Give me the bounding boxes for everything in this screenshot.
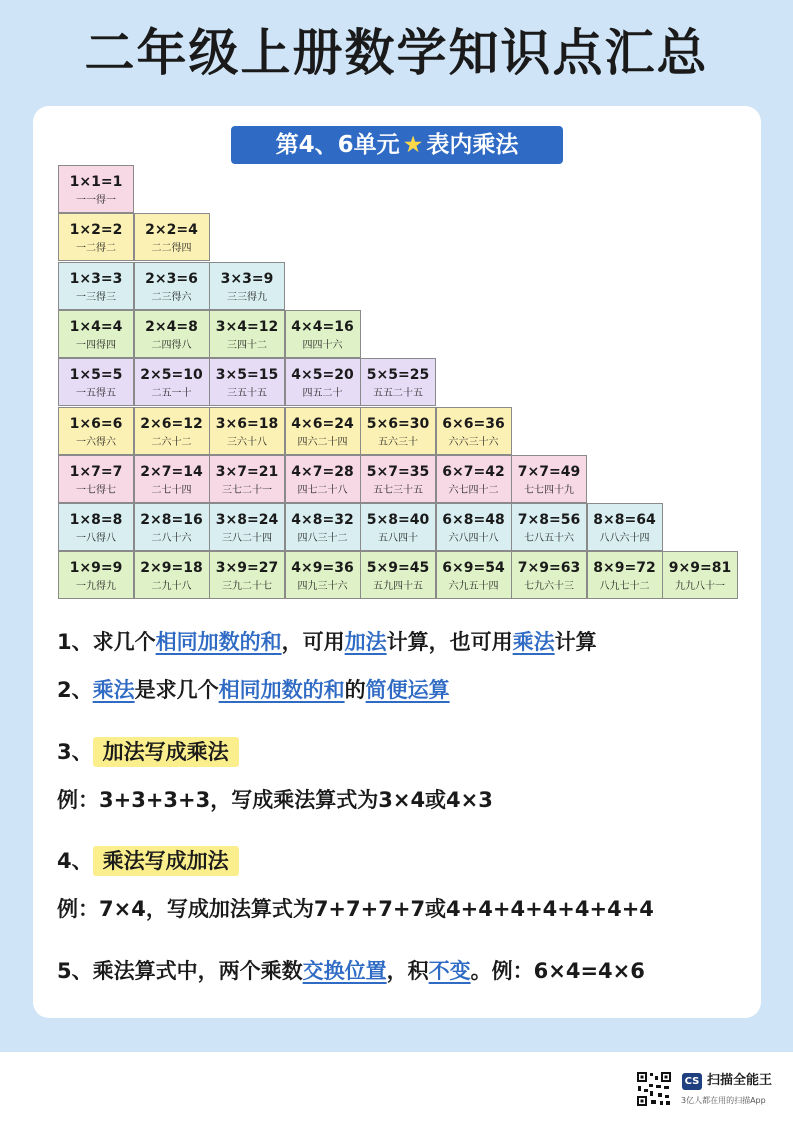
table-cell: [134, 551, 210, 599]
table-cell: [587, 503, 663, 551]
cell-rhyme: 四四十六: [302, 339, 343, 351]
table-cell: [58, 310, 134, 358]
cell-equation: 3×8=24: [215, 512, 279, 529]
cell-rhyme: 三三得九: [227, 291, 267, 303]
point-5: 5、乘法算式中，两个乘数交换位置，积不变。例：6×4=4×6: [57, 959, 645, 983]
table-cell: [209, 310, 285, 358]
cell-rhyme: 二六十二: [151, 436, 192, 448]
cell-rhyme: 二八十六: [151, 533, 192, 545]
cell-equation: 1×2=2: [69, 222, 123, 239]
cell-equation: 5×8=40: [366, 512, 430, 529]
keyword-addition: 加法: [344, 630, 387, 654]
table-cell: [58, 213, 134, 261]
cell-equation: 1×4=4: [69, 318, 123, 335]
table-cell: [134, 358, 210, 406]
cell-equation: 8×8=64: [593, 512, 656, 529]
table-cell: [209, 407, 285, 455]
cell-rhyme: 一五得五: [76, 388, 116, 400]
cell-equation: 2×8=16: [140, 512, 203, 529]
cell-rhyme: 二二得四: [151, 243, 192, 255]
table-cell: [134, 262, 210, 310]
keyword-multiplication: 乘法: [92, 678, 135, 702]
table-cell: [209, 551, 285, 599]
cell-equation: 1×6=6: [69, 415, 123, 432]
cell-rhyme: 四六二十四: [297, 436, 348, 448]
cell-equation: 2×5=10: [140, 367, 203, 384]
cell-equation: 1×1=1: [69, 174, 123, 190]
cell-rhyme: 三八二十四: [222, 533, 272, 545]
table-cell: [134, 407, 210, 455]
table-cell: [662, 551, 738, 599]
cell-equation: 2×9=18: [140, 560, 203, 577]
cell-equation: 7×8=56: [517, 512, 581, 529]
cell-equation: 3×7=21: [215, 463, 279, 480]
point-3-example: 例：3+3+3+3，写成乘法算式为3×4或4×3: [57, 788, 493, 812]
table-cell: [436, 455, 512, 503]
table-cell: [285, 358, 361, 406]
cell-rhyme: 四五二十: [302, 388, 343, 400]
table-cell: [360, 455, 436, 503]
table-cell: [285, 455, 361, 503]
section-title-right: 表内乘法: [426, 132, 519, 158]
cell-equation: 2×4=8: [145, 318, 198, 335]
cell-rhyme: 一七得七: [76, 484, 116, 496]
table-cell: [58, 358, 134, 406]
table-cell: [285, 551, 361, 599]
cell-rhyme: 七九六十三: [524, 581, 574, 593]
cell-equation: 5×5=25: [366, 367, 430, 384]
cell-rhyme: 一六得六: [76, 436, 116, 448]
table-cell: [360, 358, 436, 406]
cell-rhyme: 三五十五: [227, 388, 267, 400]
cell-equation: 7×9=63: [517, 560, 581, 577]
table-cell: [209, 455, 285, 503]
cell-rhyme: 一二得二: [76, 243, 116, 255]
table-cell: [209, 358, 285, 406]
cell-equation: 5×7=35: [366, 463, 430, 480]
cell-rhyme: 一八得八: [76, 533, 116, 545]
section-title: [231, 126, 563, 164]
table-cell: [360, 407, 436, 455]
cell-rhyme: 二四得八: [151, 339, 192, 351]
cell-equation: 3×4=12: [215, 318, 279, 335]
table-cell: [587, 551, 663, 599]
keyword-multiplication: 乘法: [512, 630, 555, 654]
table-cell: [58, 407, 134, 455]
cell-rhyme: 一四得四: [76, 339, 116, 351]
table-cell: [436, 551, 512, 599]
cell-equation: 4×8=32: [291, 512, 354, 529]
cell-equation: 4×4=16: [291, 318, 354, 335]
point-4: 4、 乘法写成加法: [57, 846, 239, 876]
cell-rhyme: 六八四十八: [448, 533, 499, 545]
keyword-unchanged: 不变: [428, 959, 471, 983]
cell-rhyme: 七七四十九: [524, 484, 574, 496]
cell-equation: 6×6=36: [442, 415, 505, 432]
brand-tagline: 3亿人都在用的扫描App: [681, 1096, 766, 1105]
cell-equation: 8×9=72: [593, 560, 656, 577]
highlight-add-to-multiply: 加法写成乘法: [93, 737, 239, 767]
cell-equation: 4×5=20: [291, 367, 354, 384]
cell-rhyme: 一三得三: [76, 291, 116, 303]
cell-equation: 3×5=15: [215, 367, 279, 384]
cell-equation: 6×9=54: [442, 560, 505, 577]
brand-name: 扫描全能王: [707, 1073, 773, 1088]
cell-rhyme: 六七四十二: [448, 484, 499, 496]
table-cell: [134, 455, 210, 503]
cell-rhyme: 三七二十一: [222, 484, 272, 496]
camscanner-logo-icon: CS: [682, 1073, 702, 1090]
table-cell: [58, 503, 134, 551]
cell-rhyme: 一一得一: [76, 195, 116, 206]
cell-equation: 7×7=49: [517, 463, 581, 480]
table-cell: [209, 503, 285, 551]
cell-rhyme: 四八三十二: [297, 533, 348, 545]
section-title-left: 第4、6单元: [275, 132, 400, 158]
table-cell: [436, 503, 512, 551]
highlight-multiply-to-add: 乘法写成加法: [93, 846, 239, 876]
point-4-example: 例：7×4，写成加法算式为7+7+7+7或4+4+4+4+4+4+4: [57, 897, 654, 921]
cell-equation: 5×9=45: [366, 560, 430, 577]
page-title: 二年级上册数学知识点汇总: [84, 24, 709, 82]
point-2: 2、乘法是求几个相同加数的和的简便运算: [57, 678, 450, 702]
keyword-swap-position: 交换位置: [302, 959, 387, 983]
cell-equation: 5×6=30: [366, 415, 430, 432]
cell-rhyme: 二三得六: [151, 291, 192, 303]
cell-rhyme: 二五一十: [151, 388, 192, 400]
cell-rhyme: 一九得九: [76, 581, 116, 593]
table-cell: [58, 165, 134, 213]
cell-equation: 2×2=4: [145, 222, 198, 239]
table-cell: [209, 262, 285, 310]
cell-rhyme: 三六十八: [227, 436, 267, 448]
cell-rhyme: 六九五十四: [448, 581, 499, 593]
cell-rhyme: 五六三十: [378, 436, 418, 448]
cell-equation: 2×6=12: [140, 415, 203, 432]
cell-rhyme: 二九十八: [151, 581, 192, 593]
cell-equation: 1×9=9: [69, 560, 123, 577]
cell-rhyme: 二七十四: [151, 484, 192, 496]
table-cell: [134, 213, 210, 261]
cell-equation: 4×9=36: [291, 560, 354, 577]
table-cell: [511, 551, 587, 599]
keyword-same-addend-sum: 相同加数的和: [218, 678, 345, 702]
cell-rhyme: 四七二十八: [297, 484, 348, 496]
table-cell: [285, 503, 361, 551]
cell-equation: 4×7=28: [291, 463, 354, 480]
cell-equation: 9×9=81: [668, 560, 732, 577]
point-3: 3、 加法写成乘法: [57, 737, 239, 767]
cell-rhyme: 五五二十五: [373, 388, 423, 400]
cell-equation: 1×8=8: [69, 512, 123, 529]
keyword-simple-operation: 简便运算: [365, 678, 450, 702]
table-cell: [58, 262, 134, 310]
qr-code-icon: [636, 1071, 672, 1107]
cell-rhyme: 五八四十: [378, 533, 418, 545]
star-icon: ★: [402, 132, 424, 158]
cell-equation: 6×7=42: [442, 463, 505, 480]
cell-rhyme: 四九三十六: [297, 581, 348, 593]
cell-rhyme: 七八五十六: [524, 533, 574, 545]
cell-rhyme: 五九四十五: [373, 581, 423, 593]
point-1: 1、求几个相同加数的和，可用加法计算，也可用乘法计算: [57, 630, 597, 654]
table-cell: [360, 503, 436, 551]
table-cell: [58, 551, 134, 599]
cell-equation: 3×6=18: [215, 415, 279, 432]
cell-equation: 4×6=24: [291, 415, 354, 432]
cell-rhyme: 六六三十六: [448, 436, 499, 448]
cell-rhyme: 九九八十一: [675, 581, 725, 593]
table-cell: [134, 503, 210, 551]
table-cell: [285, 310, 361, 358]
table-cell: [511, 503, 587, 551]
cell-equation: 1×3=3: [69, 270, 123, 287]
table-cell: [58, 455, 134, 503]
cell-rhyme: 八九七十二: [599, 581, 650, 593]
cell-equation: 2×7=14: [140, 463, 203, 480]
cell-rhyme: 三九二十七: [222, 581, 272, 593]
table-cell: [134, 310, 210, 358]
keyword-same-addend-sum: 相同加数的和: [155, 630, 282, 654]
cell-rhyme: 五七三十五: [373, 484, 423, 496]
cell-equation: 3×3=9: [220, 270, 274, 287]
table-cell: [511, 455, 587, 503]
cell-rhyme: 三四十二: [227, 339, 267, 351]
table-cell: [360, 551, 436, 599]
cell-equation: 3×9=27: [215, 560, 279, 577]
cell-equation: 1×7=7: [69, 463, 123, 480]
cell-equation: 6×8=48: [442, 512, 505, 529]
table-cell: [436, 407, 512, 455]
cell-rhyme: 八八六十四: [599, 533, 650, 545]
cell-equation: 1×5=5: [69, 367, 123, 384]
cell-equation: 2×3=6: [145, 270, 198, 287]
table-cell: [285, 407, 361, 455]
